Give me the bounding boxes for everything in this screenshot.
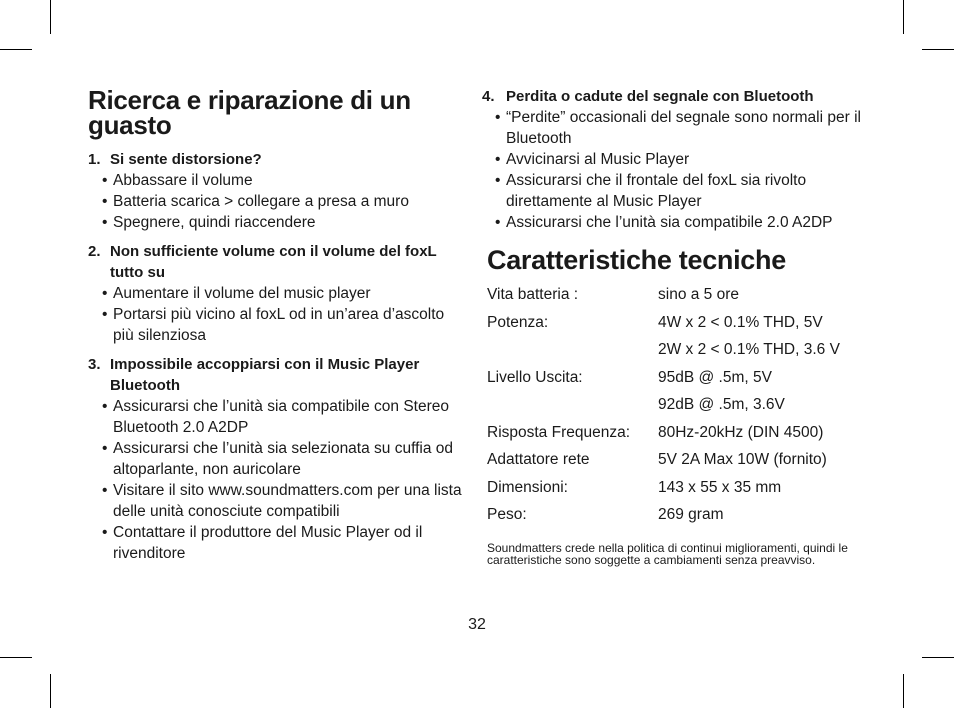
right-column <box>482 86 877 567</box>
spec-key <box>487 391 658 419</box>
section-title: Perdita o cadute del segnale con Bluetooth <box>506 88 814 105</box>
table-row <box>487 391 840 419</box>
spec-key: Adattatore rete <box>487 451 590 468</box>
spec-key: Risposta Frequenza: <box>487 423 631 441</box>
spec-value: 143 x 55 x 35 mm <box>658 478 782 496</box>
spec-key: Potenza: <box>487 313 549 331</box>
troubleshooting-section-4 <box>482 86 877 233</box>
list-item: • Aumentare il volume del music player <box>88 283 468 304</box>
section-title: Impossibile accoppiarsi con il Music Player Bluetooth <box>110 356 420 394</box>
list-item: • Avvicinarsi al Music Player <box>487 149 877 170</box>
spec-value: 5V 2A Max 10W (fornito) <box>658 451 827 468</box>
troubleshooting-section-3 <box>88 354 468 564</box>
section-title: Non sufficiente volume con il volume del foxL tutto su <box>110 243 437 281</box>
section-number: 2. <box>88 243 101 260</box>
spec-value: 80Hz-20kHz (DIN 4500) <box>658 423 824 441</box>
spec-value: 2W x 2 < 0.1% THD, 3.6 V <box>658 341 840 358</box>
troubleshooting-section-2 <box>88 241 468 346</box>
list-item: • Visitare il sito www.soundmatters.com per una lista delle unità conosciute compatibili <box>88 480 468 522</box>
spec-key <box>487 336 658 364</box>
list-item: • Assicurarsi che l’unità sia compatibile 2.0 A2DP <box>487 212 877 233</box>
crop-mark <box>50 0 51 34</box>
troubleshooting-column <box>88 85 468 564</box>
specs-table <box>487 281 840 529</box>
spec-value: 95dB @ .5m, 5V <box>658 368 772 386</box>
table-row <box>487 309 840 337</box>
crop-mark <box>903 674 904 708</box>
list-item: • Assicurarsi che l’unità sia compatibile con Stereo Bluetooth 2.0 A2DP <box>88 396 468 438</box>
crop-mark <box>0 49 32 50</box>
spec-key: Livello Uscita: <box>487 368 583 386</box>
list-item: • Assicurarsi che il frontale del foxL sia rivolto direttamente al Music Player <box>487 170 877 212</box>
list-item: • Abbassare il volume <box>88 170 468 191</box>
list-item: • Assicurarsi che l’unità sia selezionata su cuffia od altoparlante, non auricolare <box>88 438 468 480</box>
section-title: Si sente distorsione? <box>110 151 262 168</box>
crop-mark <box>0 657 32 658</box>
crop-mark <box>922 49 954 50</box>
spec-value: 92dB @ .5m, 3.6V <box>658 396 785 413</box>
table-row <box>487 281 840 309</box>
spec-key: Vita batteria : <box>487 286 579 303</box>
table-row <box>487 419 840 447</box>
spec-key: Dimensioni: <box>487 478 568 496</box>
spec-key: Peso: <box>487 506 527 523</box>
troubleshooting-heading: Ricerca e riparazione di un guasto <box>88 85 411 140</box>
list-item: • “Perdite” occasionali del segnale sono normali per il Bluetooth <box>487 107 877 149</box>
section-number: 4. <box>482 88 495 105</box>
crop-mark <box>50 674 51 708</box>
troubleshooting-section-1 <box>88 149 468 233</box>
list-item: • Batteria scarica > collegare a presa a muro <box>88 191 468 212</box>
table-row <box>487 364 840 392</box>
table-row <box>487 446 840 474</box>
page-number: 32 <box>468 616 486 633</box>
list-item: • Portarsi più vicino al foxL od in un’area d’ascolto più silenziosa <box>88 304 468 346</box>
section-number: 1. <box>88 151 101 168</box>
section-number: 3. <box>88 356 101 373</box>
table-row <box>487 501 840 529</box>
disclaimer-note: Soundmatters crede nella politica di continui miglioramenti, quindi le caratteristiche sono soggette a cambiamenti senza preavviso. <box>487 540 848 567</box>
crop-mark <box>903 0 904 34</box>
tech-specs-heading: Caratteristiche tecniche <box>487 245 786 275</box>
spec-value: sino a 5 ore <box>658 286 739 303</box>
table-row <box>487 474 840 502</box>
crop-mark <box>922 657 954 658</box>
spec-value: 269 gram <box>658 506 724 523</box>
table-row <box>487 336 840 364</box>
list-item: • Spegnere, quindi riaccendere <box>88 212 468 233</box>
list-item: • Contattare il produttore del Music Player od il rivenditore <box>88 522 468 564</box>
spec-value: 4W x 2 < 0.1% THD, 5V <box>658 313 823 331</box>
